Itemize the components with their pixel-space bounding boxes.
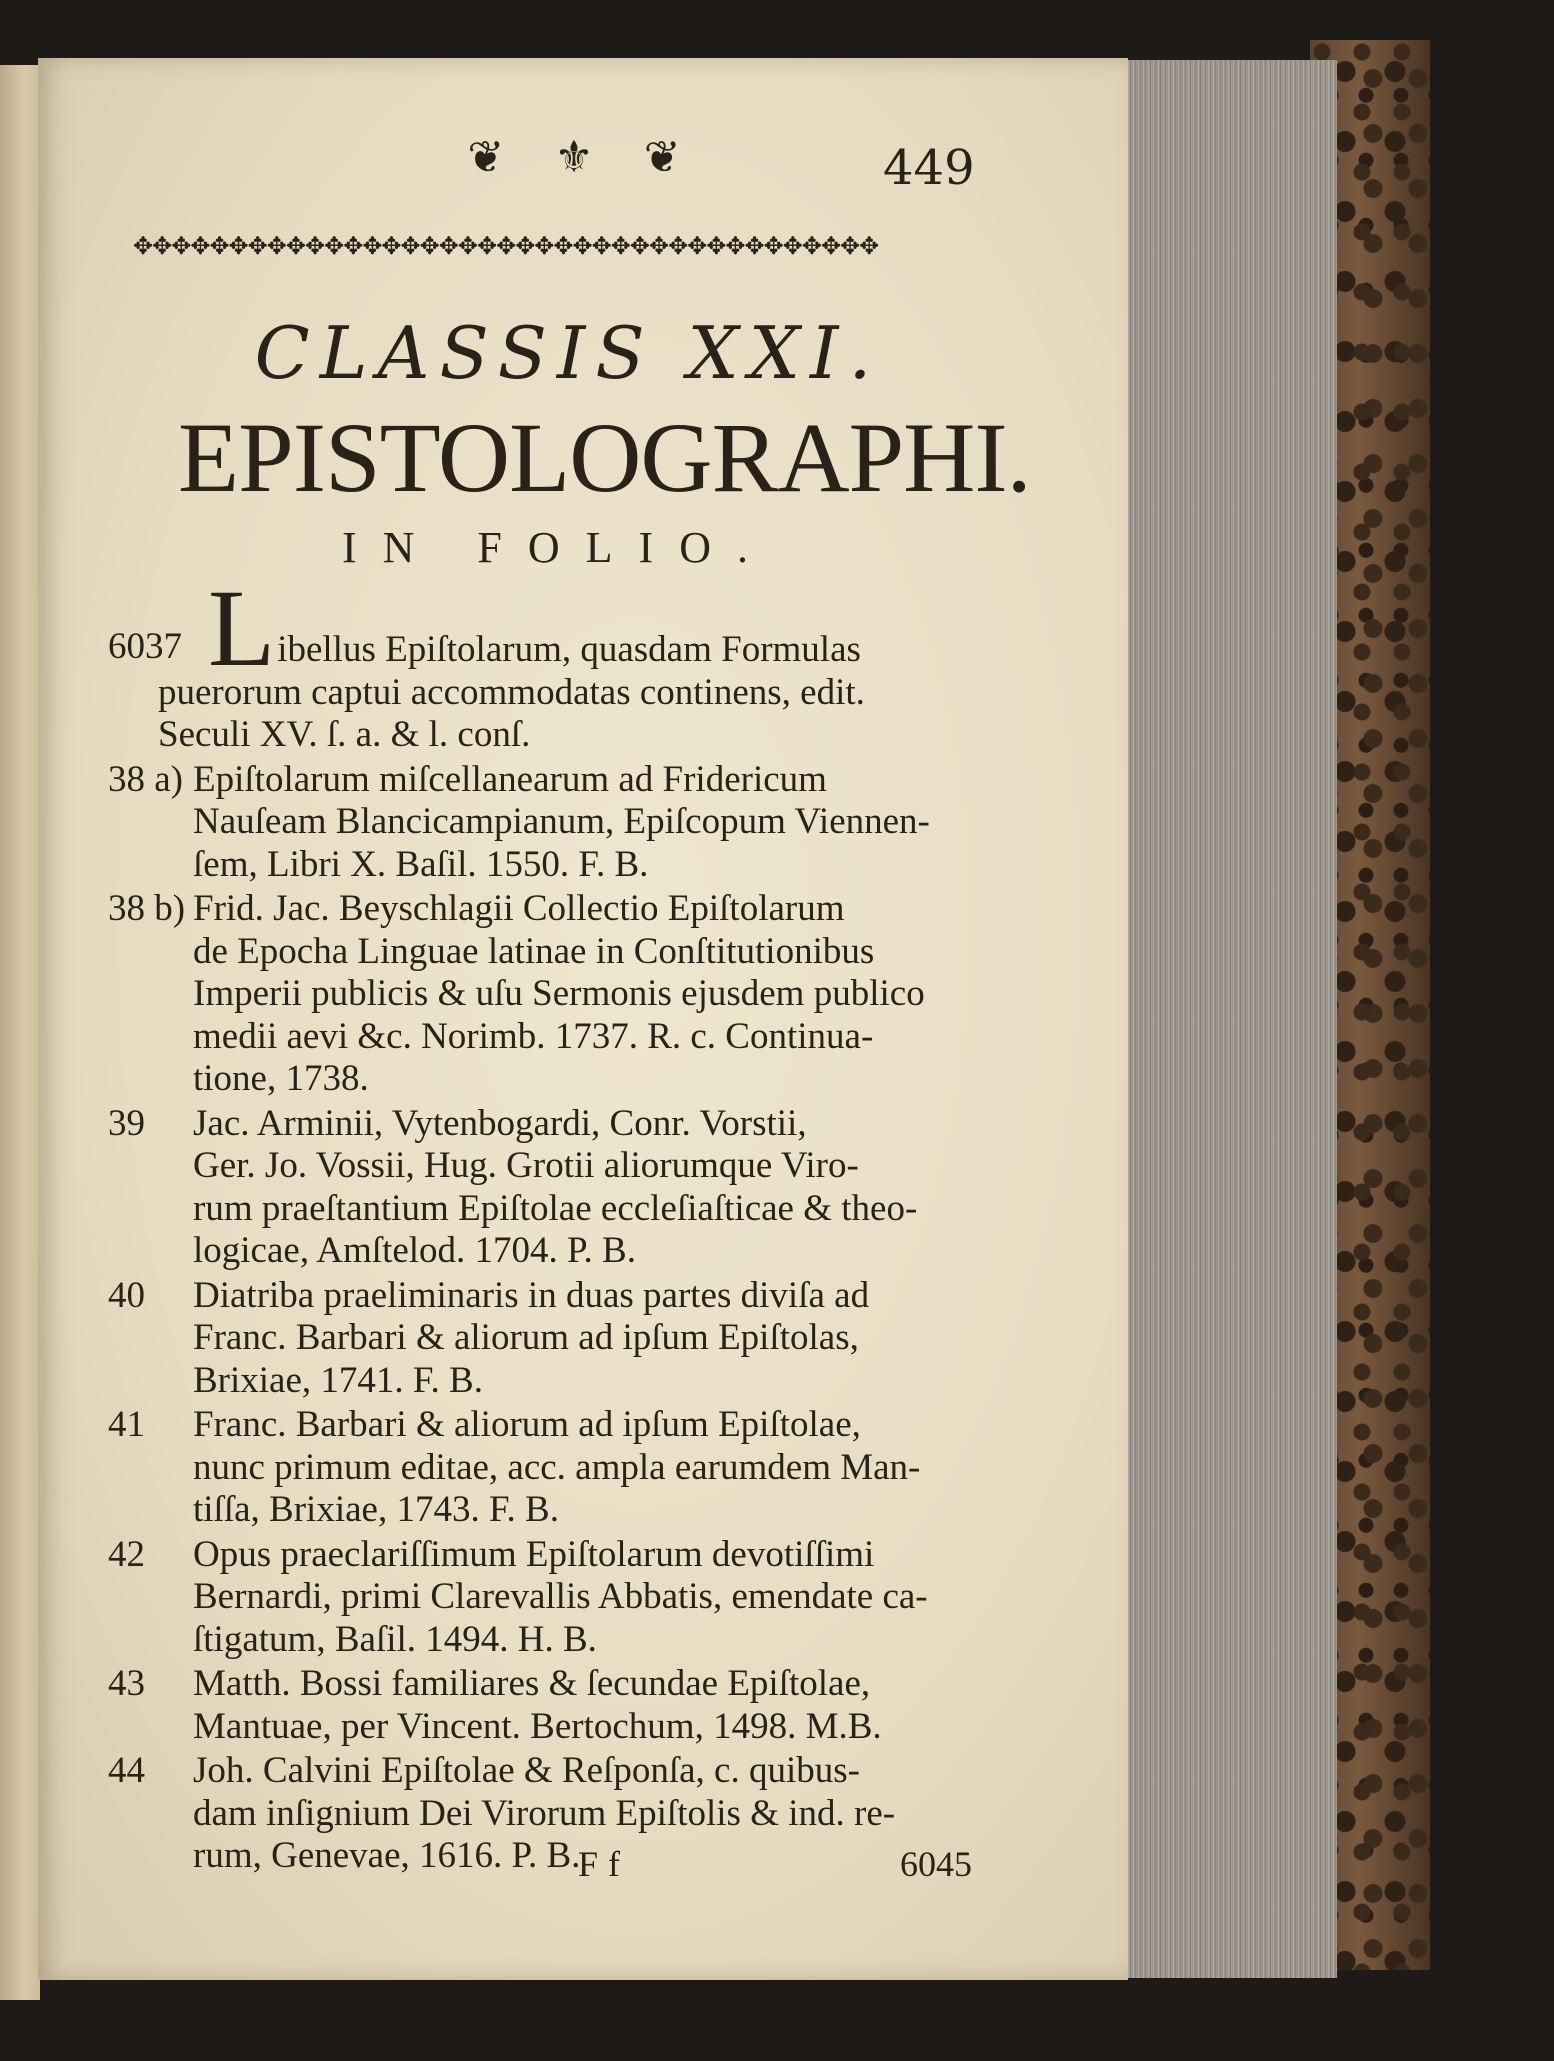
entry-line: Franc. Barbari & aliorum ad ipſum Epiſtolae,	[193, 1404, 861, 1445]
entry-number: 43	[108, 1663, 145, 1704]
catalog-entry	[108, 1404, 1008, 1532]
header-ornament: ❦ ⚜ ❦	[467, 132, 699, 183]
entry-line: de Epocha Linguae latinae in Conſtitutionibus	[193, 930, 875, 972]
entry-line: Franc. Barbari & aliorum ad ipſum Epiſtolas,	[193, 1317, 859, 1358]
entry-line: tione, 1738.	[193, 1058, 369, 1099]
entry-line: nunc primum editae, acc. ampla earumdem Man-	[193, 1446, 921, 1488]
entry-text: ibellus Epiſtolarum, quasdam Formulas	[277, 629, 861, 670]
entry-line: puerorum captui accommodatas continens, edit.	[158, 671, 865, 713]
entry-line: Ger. Jo. Vossii, Hug. Grotii aliorumque Viro-	[193, 1145, 859, 1186]
catalog-entry	[108, 1534, 1008, 1662]
entry-line: Bernardi, primi Clarevallis Abbatis, emendate ca-	[193, 1576, 928, 1617]
entry-line: ſem, Libri X. Baſil. 1550. F. B.	[193, 843, 649, 885]
entry-line: Seculi XV. ſ. a. & l. conſ.	[158, 714, 531, 755]
entry-number: 6037	[108, 626, 182, 667]
entry-list	[108, 567, 1008, 1878]
entry-line: tiſſa, Brixiae, 1743. F. B.	[193, 1489, 559, 1530]
entry-line: medii aevi &c. Norimb. 1737. R. c. Continua-	[193, 1015, 874, 1057]
entry-line: rum praeſtantium Epiſtolae eccleſiaſticae & theo-	[193, 1187, 918, 1229]
entry-line: Joh. Calvini Epiſtolae & Reſponſa, c. quibus-	[193, 1750, 860, 1791]
entry-line: Jac. Arminii, Vytenbogardi, Conr. Vorstii,	[193, 1102, 807, 1144]
entry-line	[208, 567, 1008, 689]
entry-number: 39	[108, 1102, 145, 1144]
entry-line: logicae, Amſtelod. 1704. P. B.	[193, 1230, 636, 1271]
entry-line: dam inſignium Dei Virorum Epiſtolis & ind. re-	[193, 1792, 896, 1834]
main-title: EPISTOLOGRAPHI.	[178, 402, 1031, 513]
entry-number: 40	[108, 1274, 145, 1316]
catalog-entry	[108, 567, 1008, 757]
entry-line: Matth. Bossi familiares & ſecundae Epiſtolae,	[193, 1663, 871, 1704]
catchword: 6045	[900, 1844, 972, 1884]
catalog-entry	[108, 1750, 1008, 1878]
catalog-entry	[108, 888, 1008, 1101]
catalog-entry	[108, 1103, 1008, 1273]
class-title: CLASSIS XXI.	[254, 311, 882, 395]
signature-mark: Ff	[578, 1844, 631, 1884]
entry-line: Epiſtolarum miſcellanearum ad Fridericum	[193, 758, 827, 800]
star-rule: ✥✥✥✥✥✥✥✥✥✥✥✥✥✥✥✥✥✥✥✥✥✥✥✥✥✥✥✥✥✥✥✥✥✥✥✥✥✥✥	[133, 232, 879, 260]
entry-line: Opus praeclariſſimum Epiſtolarum devotiſſimi	[193, 1533, 875, 1575]
format-heading: IN FOLIO.	[342, 523, 774, 572]
left-page-edge	[0, 65, 40, 2000]
entry-number: 38 b)	[108, 888, 186, 929]
drop-cap: L	[208, 567, 276, 689]
entry-line: Imperii publicis & uſu Sermonis ejusdem publico	[193, 973, 925, 1014]
catalog-entry	[108, 1275, 1008, 1403]
entry-line: Frid. Jac. Beyschlagii Collectio Epiſtolarum	[193, 888, 845, 929]
entry-line: rum, Genevae, 1616. P. B.	[193, 1835, 581, 1876]
entry-number: 42	[108, 1533, 145, 1575]
entry-line: Nauſeam Blancicampianum, Epiſcopum Viennen-	[193, 801, 930, 842]
entry-line: Diatriba praeliminaris in duas partes diviſa ad	[193, 1274, 870, 1316]
catalog-entry	[108, 1663, 1008, 1748]
entry-line: Brixiae, 1741. F. B.	[193, 1359, 483, 1401]
page-block-edge	[1120, 60, 1337, 1978]
book-page	[38, 58, 1128, 1980]
entry-number: 38 a)	[108, 758, 183, 800]
entry-number: 41	[108, 1404, 145, 1445]
page-number: 449	[883, 140, 975, 196]
entry-line: ſtigatum, Baſil. 1494. H. B.	[193, 1618, 597, 1660]
entry-number: 44	[108, 1750, 145, 1791]
entry-line: Mantuae, per Vincent. Bertochum, 1498. M.B.	[193, 1705, 882, 1747]
catalog-entry	[108, 759, 1008, 887]
